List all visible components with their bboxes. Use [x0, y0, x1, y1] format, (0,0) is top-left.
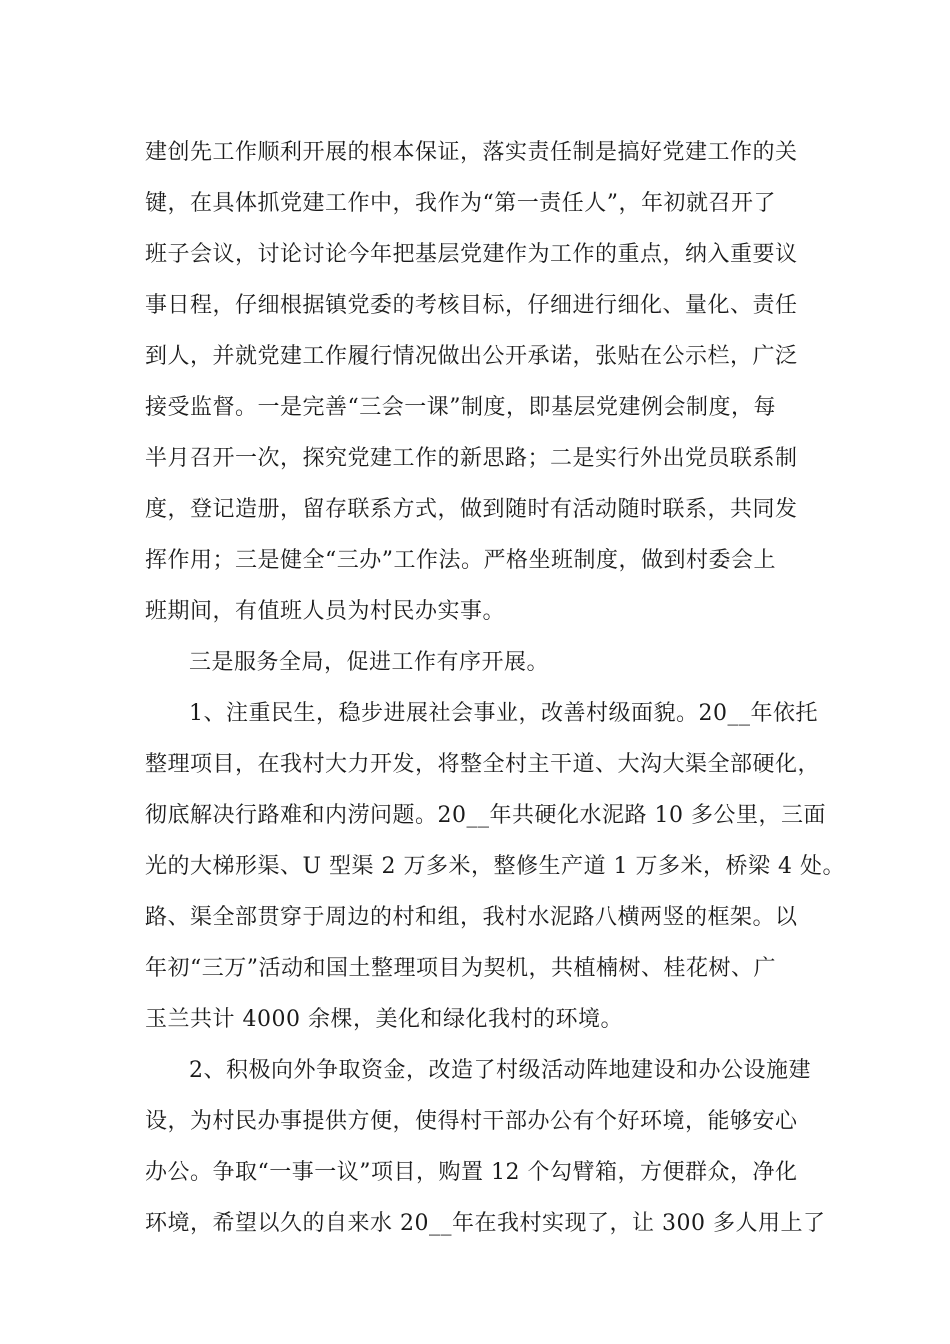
text-line: 事日程，仔细根据镇党委的考核目标，仔细进行细化、量化、责任: [145, 293, 798, 318]
text-line: 玉兰共计 4000 余棵，美化和绿化我村的环境。: [145, 1007, 623, 1032]
text-line: 1、注重民生，稳步进展社会事业，改善村级面貌。20__年依托: [189, 701, 818, 726]
text-line: 班子会议，讨论讨论今年把基层党建作为工作的重点，纳入重要议: [145, 242, 798, 267]
text-line: 建创先工作顺利开展的根本保证，落实责任制是搞好党建工作的关: [145, 140, 798, 165]
text-line: 度，登记造册，留存联系方式，做到随时有活动随时联系，共同发: [145, 497, 798, 522]
text-line: 路、渠全部贯穿于周边的村和组，我村水泥路八横两竖的框架。以: [145, 905, 798, 930]
text-line: 班期间，有值班人员为村民办实事。: [145, 599, 506, 624]
text-line: 2、积极向外争取资金，改造了村级活动阵地建设和办公设施建: [189, 1058, 811, 1083]
text-line: 挥作用；三是健全“三办”工作法。严格坐班制度，做到村委会上: [145, 548, 776, 573]
text-line: 年初“三万”活动和国土整理项目为契机，共植楠树、桂花树、广: [145, 956, 776, 981]
text-line: 到人，并就党建工作履行情况做出公开承诺，张贴在公示栏，广泛: [145, 344, 798, 369]
text-line: 环境，希望以久的自来水 20__年在我村实现了，让 300 多人用上了: [145, 1211, 826, 1236]
section-heading: 三是服务全局，促进工作有序开展。: [189, 650, 550, 675]
text-line: 半月召开一次，探究党建工作的新思路；二是实行外出党员联系制: [145, 446, 798, 471]
text-line: 彻底解决行路难和内涝问题。20__年共硬化水泥路 10 多公里，三面: [145, 803, 826, 828]
text-line: 办公。争取“一事一议”项目，购置 12 个勾臂箱，方便群众，净化: [145, 1160, 798, 1185]
text-line: 设，为村民办事提供方便，使得村干部办公有个好环境，能够安心: [145, 1109, 798, 1134]
text-line: 键，在具体抓党建工作中，我作为“第一责任人”，年初就召开了: [145, 191, 776, 216]
text-line: 整理项目，在我村大力开发，将整全村主干道、大沟大渠全部硬化，: [145, 752, 821, 777]
text-line: 接受监督。一是完善“三会一课”制度，即基层党建例会制度，每: [145, 395, 776, 420]
text-line: 光的大梯形渠、U 型渠 2 万多米，整修生产道 1 万多米，桥梁 4 处。: [145, 854, 845, 879]
